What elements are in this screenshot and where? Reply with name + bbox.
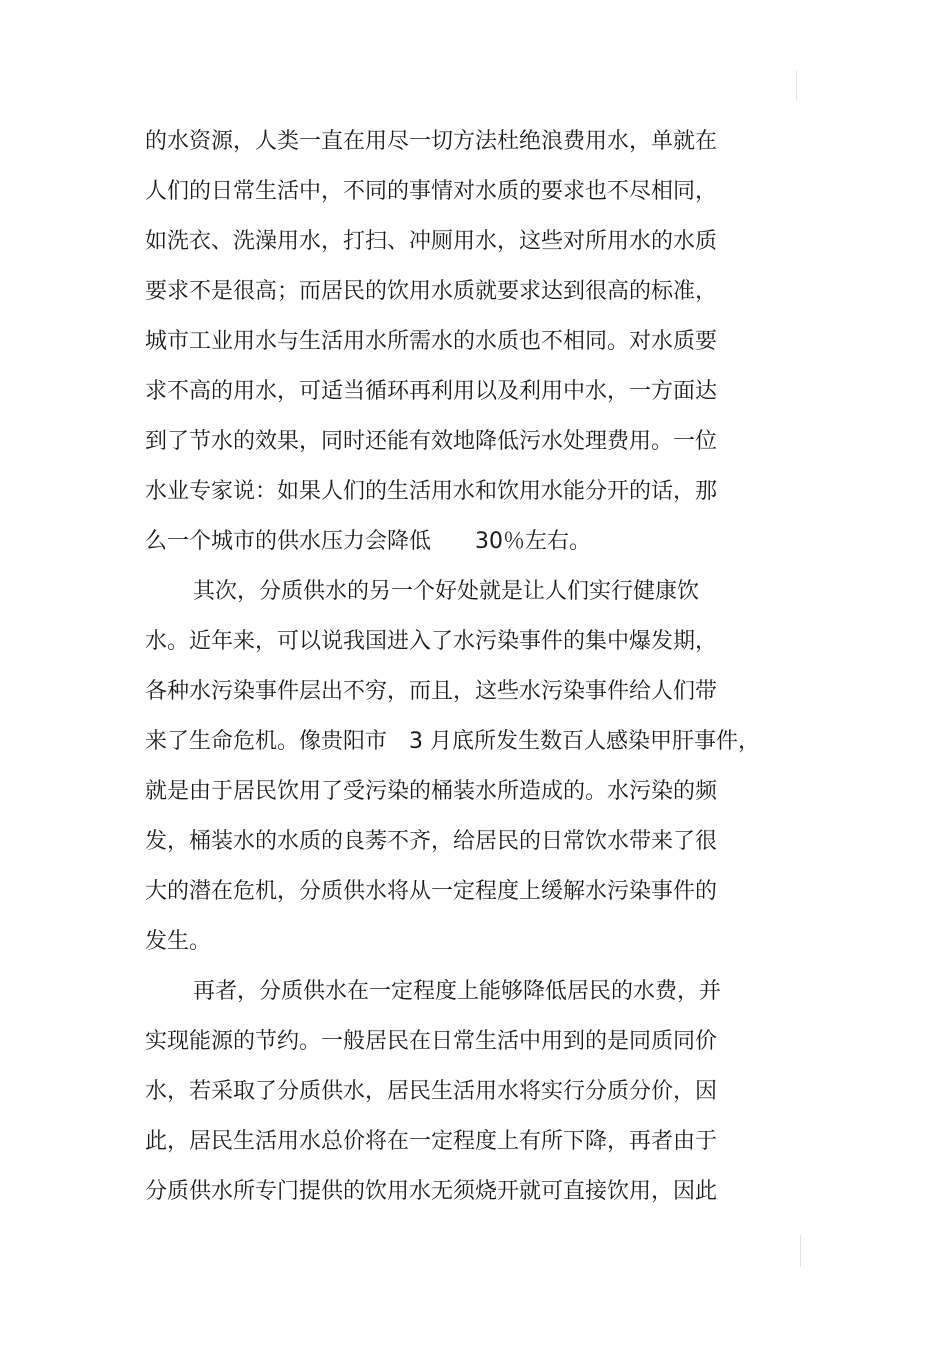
text-line: 么一个城市的供水压力会降低 30％左右。	[145, 529, 591, 554]
text-line: 发生。	[145, 929, 212, 954]
text-line: 发，桶装水的水质的良莠不齐，给居民的日常饮水带来了很	[145, 829, 718, 854]
text-line: 水。近年来，可以说我国进入了水污染事件的集中爆发期，	[145, 629, 718, 654]
page-edge-mark-top	[796, 70, 797, 100]
text-line: 水，若采取了分质供水，居民生活用水将实行分质分价，因	[145, 1079, 718, 1104]
text-line: 水业专家说：如果人们的生活用水和饮用水能分开的话，那	[145, 479, 718, 504]
text-line: 此，居民生活用水总价将在一定程度上有所下降，再者由于	[145, 1129, 718, 1154]
text-line: 如洗衣、洗澡用水，打扫、冲厕用水，这些对所用水的水质	[145, 229, 718, 254]
text-line: 来了生命危机。像贵阳市 3 月底所发生数百人感染甲肝事件，	[145, 729, 760, 754]
text-line: 城市工业用水与生活用水所需水的水质也不相同。对水质要	[145, 329, 718, 354]
text-line: 人们的日常生活中，不同的事情对水质的要求也不尽相同，	[145, 179, 718, 204]
text-line: 求不高的用水，可适当循环再利用以及利用中水，一方面达	[145, 379, 718, 404]
text-line: 各种水污染事件层出不穷，而且，这些水污染事件给人们带	[145, 679, 718, 704]
text-line: 分质供水所专门提供的饮用水无须烧开就可直接饮用，因此	[145, 1179, 718, 1204]
text-line: 大的潜在危机，分质供水将从一定程度上缓解水污染事件的	[145, 879, 718, 904]
text-line: 实现能源的节约。一般居民在日常生活中用到的是同质同价	[145, 1029, 718, 1054]
text-line: 的水资源，人类一直在用尽一切方法杜绝浪费用水，单就在	[145, 129, 718, 154]
text-line: 要求不是很高；而居民的饮用水质就要求达到很高的标准，	[145, 279, 718, 304]
page-edge-mark-bottom	[800, 1235, 801, 1267]
text-line: 就是由于居民饮用了受污染的桶装水所造成的。水污染的频	[145, 779, 718, 804]
paragraph-start-line: 再者，分质供水在一定程度上能够降低居民的水费，并	[193, 979, 722, 1004]
text-line: 到了节水的效果，同时还能有效地降低污水处理费用。一位	[145, 429, 718, 454]
paragraph-start-line: 其次，分质供水的另一个好处就是让人们实行健康饮	[193, 579, 700, 604]
